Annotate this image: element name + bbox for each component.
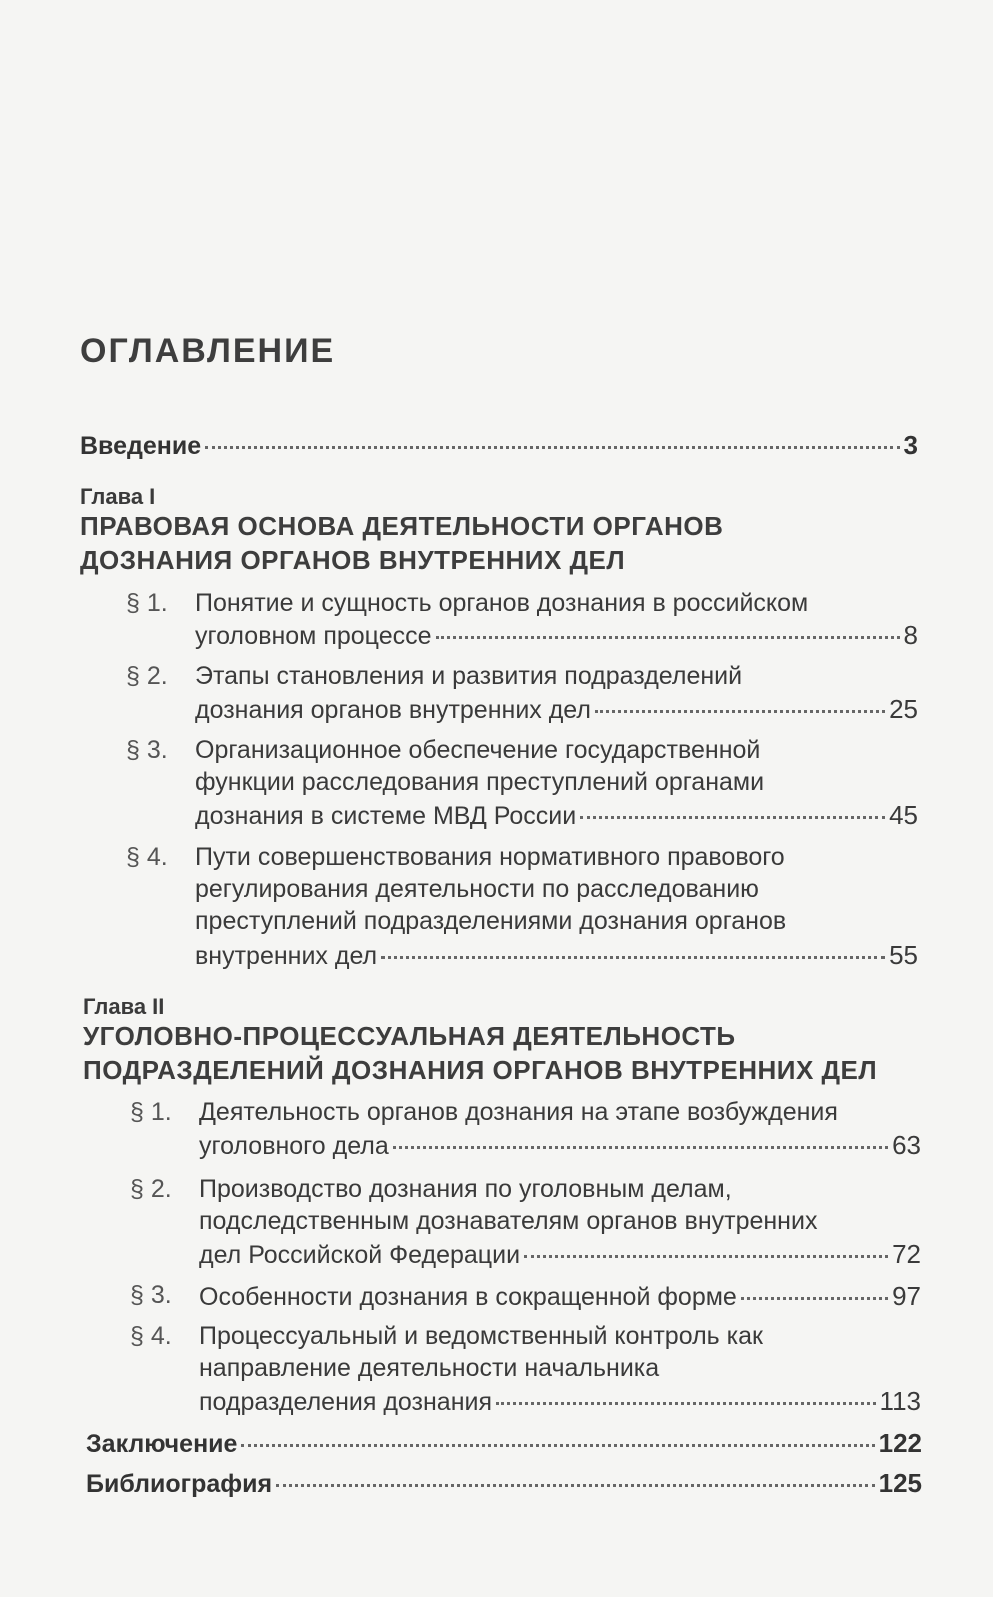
section-line: Процессуальный и ведомственный контроль как — [199, 1322, 763, 1350]
section-number: § 2. — [126, 662, 168, 690]
section-number: § 4. — [126, 843, 168, 871]
section-line: подразделения дознания — [199, 1388, 493, 1416]
dot-leader — [595, 710, 885, 713]
dot-leader — [241, 1444, 874, 1447]
dot-leader — [205, 446, 899, 449]
section-line: дознания в системе МВД России — [195, 802, 577, 830]
chapter-title-line: ДОЗНАНИЯ ОРГАНОВ ВНУТРЕННИХ ДЕЛ — [80, 545, 626, 575]
dot-leader — [393, 1146, 888, 1149]
section-line: Деятельность органов дознания на этапе возбуждения — [199, 1098, 838, 1126]
page-number: 125 — [878, 1468, 922, 1498]
dot-leader — [580, 816, 885, 819]
toc-entry-ch2-s3[interactable] — [199, 1281, 921, 1312]
toc-entry-ch1-s4[interactable] — [195, 940, 918, 971]
dot-leader — [741, 1297, 888, 1300]
chapter-1-label: Глава I — [80, 484, 156, 509]
section-line: Производство дознания по уголовным делам, — [199, 1175, 732, 1203]
toc-entry-bibliography[interactable] — [86, 1468, 922, 1499]
section-line: уголовного дела — [199, 1132, 389, 1160]
page-title: ОГЛАВЛЕНИЕ — [80, 332, 336, 370]
chapter-title-line: УГОЛОВНО-ПРОЦЕССУАЛЬНАЯ ДЕЯТЕЛЬНОСТЬ — [83, 1021, 736, 1051]
toc-entry-ch2-s1[interactable] — [199, 1130, 921, 1161]
section-line: внутренних дел — [195, 942, 378, 970]
section-number: § 2. — [130, 1175, 172, 1203]
section-number: § 3. — [126, 736, 168, 764]
section-line: Пути совершенствования нормативного правового — [195, 843, 785, 871]
page-number: 63 — [892, 1130, 921, 1160]
page-number: 25 — [889, 694, 918, 724]
dot-leader — [524, 1255, 888, 1258]
page-number: 45 — [889, 800, 918, 830]
entry-label: Библиография — [86, 1470, 273, 1498]
section-line: дознания органов внутренних дел — [195, 696, 591, 724]
chapter-2-title — [83, 1019, 877, 1087]
section-line: Организационное обеспечение государственной — [195, 736, 761, 764]
page-number: 55 — [889, 940, 918, 970]
section-number: § 1. — [126, 589, 168, 617]
toc-entry-ch1-s1[interactable] — [195, 620, 918, 651]
section-line: Особенности дознания в сокращенной форме — [199, 1283, 737, 1311]
entry-label: Заключение — [86, 1430, 238, 1458]
page-number: 97 — [892, 1281, 921, 1311]
section-line: подследственным дознавателям органов внутренних — [199, 1207, 818, 1235]
toc-entry-ch1-s2[interactable] — [195, 694, 918, 725]
page-number: 122 — [878, 1428, 922, 1458]
chapter-title-line: ПОДРАЗДЕЛЕНИЙ ДОЗНАНИЯ ОРГАНОВ ВНУТРЕННИХ ДЕЛ — [83, 1055, 878, 1085]
dot-leader — [276, 1484, 875, 1487]
page-number: 113 — [879, 1386, 921, 1416]
toc-entry-intro[interactable] — [80, 430, 918, 461]
section-line: дел Российской Федерации — [199, 1241, 521, 1269]
section-line: Этапы становления и развития подразделений — [195, 662, 743, 690]
dot-leader — [381, 956, 885, 959]
page-number: 72 — [892, 1239, 921, 1269]
toc-entry-conclusion[interactable] — [86, 1428, 922, 1459]
section-number: § 1. — [130, 1098, 172, 1126]
toc-entry-ch1-s3[interactable] — [195, 800, 918, 831]
page-number: 8 — [903, 620, 918, 650]
toc-entry-ch2-s2[interactable] — [199, 1239, 921, 1270]
section-number: § 3. — [130, 1281, 172, 1309]
dot-leader — [496, 1402, 876, 1405]
section-line: направление деятельности начальника — [199, 1354, 660, 1382]
section-line: уголовном процессе — [195, 622, 432, 650]
toc-entry-ch2-s4[interactable] — [199, 1386, 921, 1417]
section-line: преступлений подразделениями дознания органов — [195, 907, 787, 935]
section-line: регулирования деятельности по расследованию — [195, 875, 759, 903]
section-number: § 4. — [130, 1322, 172, 1350]
chapter-title-line: ПРАВОВАЯ ОСНОВА ДЕЯТЕЛЬНОСТИ ОРГАНОВ — [80, 511, 724, 541]
chapter-1-title — [80, 509, 723, 577]
dot-leader — [436, 636, 900, 639]
entry-label: Введение — [80, 432, 202, 460]
chapter-2-label: Глава II — [83, 994, 165, 1019]
section-line: функции расследования преступлений органами — [195, 768, 765, 796]
page-number: 3 — [903, 430, 918, 460]
section-line: Понятие и сущность органов дознания в российском — [195, 589, 809, 617]
